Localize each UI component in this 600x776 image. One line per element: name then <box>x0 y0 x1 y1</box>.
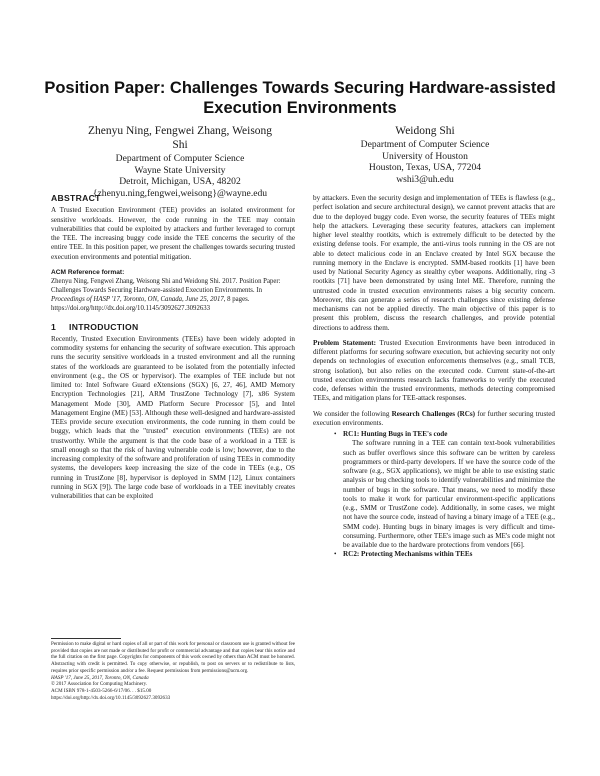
left-column <box>51 194 295 501</box>
acm-reference-pages: 8 pages. <box>227 295 250 303</box>
author-block-wayne <box>80 124 280 199</box>
author-location: Houston, Texas, USA, 77204 <box>368 162 482 174</box>
intro-heading <box>51 323 295 332</box>
list-item <box>313 550 555 559</box>
consider-text-before: We consider the following <box>313 409 390 418</box>
acm-reference-authors-title: Zhenyu Ning, Fengwei Zhang, Weisong Shi and Weidong Shi. 2017. Position Paper: Challenges Towards Securing Hardware-assisted Execution Environments. In <box>51 278 281 294</box>
author-block-houston <box>330 124 520 185</box>
author-institution: Wayne State University <box>134 164 226 176</box>
author-location: Detroit, Michigan, USA, 48202 <box>119 176 241 188</box>
section-number: 1 <box>51 321 57 332</box>
author-names: Zhenyu Ning, Fengwei Zhang, Weisong Shi <box>87 125 273 151</box>
section-title: INTRODUCTION <box>69 321 139 332</box>
author-names: Weidong Shi <box>395 125 455 137</box>
research-challenges-intro <box>313 410 555 429</box>
acm-reference-text <box>51 278 295 305</box>
author-department: Department of Computer Science <box>360 139 490 150</box>
acm-reference-venue: Proceedings of HASP '17, Toronto, ON, Canada, June 25, 2017, <box>51 295 226 303</box>
footnote-block <box>51 641 295 701</box>
intro-text: Recently, Trusted Execution Environments (TEEs) have been widely adopted in commodity systems for enhancing the security of software execution. This approach runs the security sensitive workloads in a trusted environment and all the running states of the workloads are guaranteed to be isolated from the potentially infected environment (e.g., the OS or hypervisor). The examples of TEE include but not limited to: Intel Software Guard eXtensions (SGX) [6, 27, 46], AMD Memory Encryption Technologies [21], ARM TrustZone Technology [7], x86 System Management Mode [30], AMD Platform Secure Processor [5], and Intel Management Engine (ME) [53]. Although these well-designed and hardware-assisted TEEs provide secure execution environments, the code running in them could be buggy, which leads that the "trusted" execution environments (TEEs) are not trustworthy. While the argument is that the code base of a workload in a TEE is small enough so that the risk of having vulnerable code is low; however, due to the increasing complexity of the software and proliferation of using TEEs in commodity systems, the developers keep increasing the size of the code in TEEs (e.g., OS running in TrustZone [8], hypervisor is deployed in SMM [12], Linux containers running in SGX [9]). The large code base of workloads in a TEE inevitably creates vulnerabilities that can be exploited <box>51 334 295 501</box>
conference-line: HASP '17, June 25, 2017, Toronto, ON, Canada <box>51 674 149 681</box>
abstract-heading: ABSTRACT <box>51 193 101 203</box>
paper-title: Position Paper: Challenges Towards Securing Hardware-assisted Execution Environments <box>44 79 556 117</box>
problem-statement-label: Problem Statement: <box>313 338 376 347</box>
right-column <box>313 194 555 560</box>
rc2-title: RC2: Protecting Mechanisms within TEEs <box>343 550 473 559</box>
copyright-line: © 2017 Association for Computing Machinery. <box>51 681 148 688</box>
acm-reference-doi[interactable]: https://doi.org/http://dx.doi.org/10.1145/3092627.3092633 <box>51 304 211 312</box>
isbn-line: ACM ISBN 978-1-4503-5266-6/17/06. . . $15.00 <box>51 687 152 694</box>
author-department: Department of Computer Science <box>115 153 245 164</box>
author-email: {zhenyu.ning,fengwei,weisong}@wayne.edu <box>92 187 268 199</box>
list-item <box>313 430 555 550</box>
problem-statement <box>313 339 555 404</box>
footnote-rule <box>51 638 121 639</box>
author-email: wshi3@uh.edu <box>396 173 454 185</box>
intro-continuation: by attackers. Even the security design and implementation of TEEs is flawless (e.g., perfect isolation and secure architectural design), we cannot prevent attacks that are due to the deployed buggy code. Even worse, the security features of TEEs might help the attackers. Leveraging these security features, attackers can implement higher level stealthy rootkits, which is extremely difficult to be detected by the existing defense tools. For example, the anti-virus tools running in the OS are not able to detect malicious code in an Enclave created by Intel SGX because the running memory in the Enclave is encrypted. SMM-based rootkits [1] have been used by National Security Agency as stealthy cyber weapons. Additionally, ring -3 rootkits [71] have been demonstrated by using Intel ME. Therefore, running the untrusted code in trusted execution environments raises a big security concern. Moreover, this can generate a series of research challenges since existing defense mechanisms can not be applied directly. The main objective of this paper is to present this problem, discuss the research challenges, and provide potential directions to address them. <box>313 194 555 332</box>
rc1-text: The software running in a TEE can contain text-book vulnerabilities such as buffer overflows since this software can be written by careless programmers or third-party developers. If we have the source code of the software (e.g., SGX applications), we might be able to use existing static analysis or bug checking tools to identify vulnerabilities and minimize the number of bugs in the software. That means, we need to modify these tools to make it work for particular environment-specific applications (e.g., SMM or TrustZone code). Additionally, in some cases, we might not have the source code, instead of having a binary image of a TEE (e.g., SMM code). Hunting bugs in binary images is very difficult and time-consuming. Furthermore, other TEE's image such as ME's code might not be available due to the hardware protections from vendors [66]. <box>343 439 555 549</box>
problem-statement-text: Trusted Execution Environments have been introduced in different platforms for securing software execution, but achieving security not only depends on technologies of execution enforcements themselves (e.g., small TCB, strong isolation), but also relies on the executed code. Current state-of-the-art trusted execution environments research lacks frameworks to verify the executed code, defenses within the trusted environments, methods detecting compromised TEEs, and mitigation plans for TEE-attack responses. <box>313 338 555 403</box>
footnote-doi[interactable]: https://doi.org/http://dx.doi.org/10.1145/3092627.3092633 <box>51 694 171 701</box>
research-challenges-list <box>313 430 555 560</box>
bullet-icon: • <box>334 550 337 559</box>
author-institution: University of Houston <box>382 150 468 162</box>
consider-text-after: for further securing trusted execution environments. <box>313 409 555 427</box>
consider-text-bold: Research Challenges (RCs) <box>391 409 476 418</box>
rc1-title: RC1: Hunting Bugs in TEE's code <box>343 430 448 438</box>
bullet-icon: • <box>334 430 337 438</box>
abstract-text: A Trusted Execution Environment (TEE) provides an isolated environment for sensitive workloads. However, the code running in the TEE may contain vulnerabilities that could be exploited by attackers and further leveraged to corrupt the TEE. The increasing buggy code inside the TEE concerns the security of the entire TEE. In this position paper, we present the challenges towards securing trusted execution environments and potential mitigation. <box>51 206 295 261</box>
permission-notice: Permission to make digital or hard copies of all or part of this work for personal or classroom use is granted without fee provided that copies are not made or distributed for profit or commercial advantage and that copies bear this notice and the full citation on the first page. Copyrights for components of this work owned by others than ACM must be honored. Abstracting with credit is permitted. To copy otherwise, or republish, to post on servers or to redistribute to lists, requires prior specific permission and/or a fee. Request permissions from permissions@acm.org. <box>51 641 295 674</box>
acm-reference-heading: ACM Reference format: <box>51 268 125 276</box>
